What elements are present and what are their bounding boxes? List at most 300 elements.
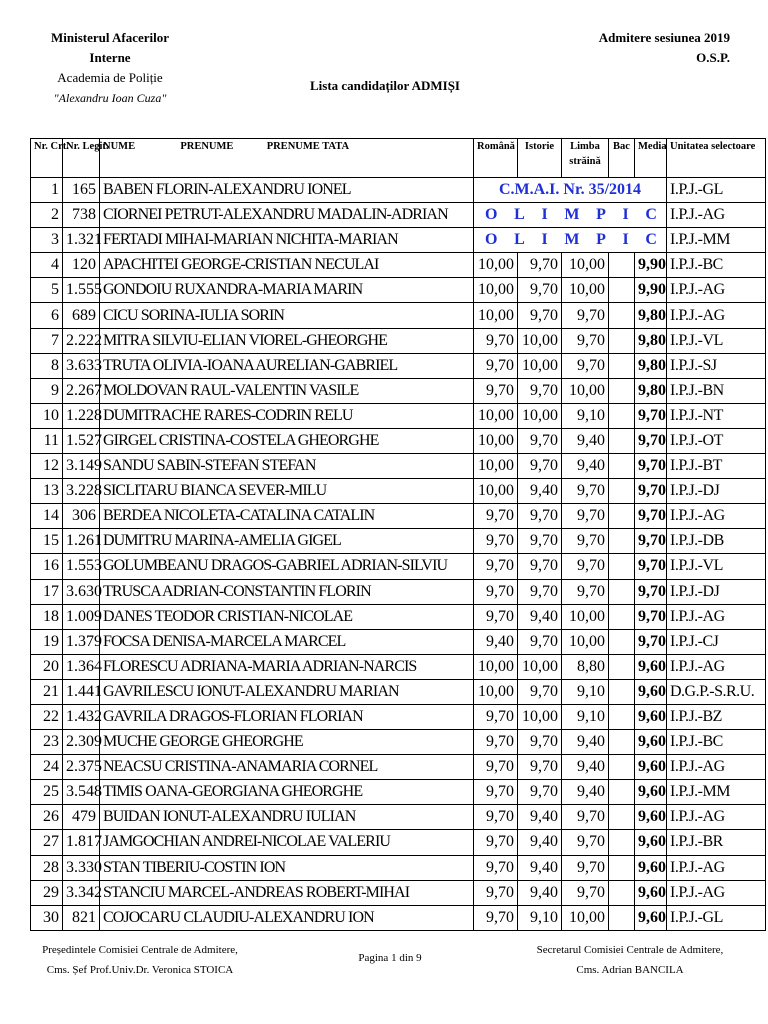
row-media: 9,70: [635, 428, 667, 453]
row-nr: 3: [31, 228, 63, 253]
row-istorie: 9,70: [518, 780, 562, 805]
row-romana: 9,70: [474, 604, 518, 629]
admitted-candidates-table: [30, 138, 766, 931]
row-unitate: I.P.J.-BR: [667, 830, 766, 855]
session-header: [599, 28, 730, 68]
olimpic-letter: I: [622, 206, 629, 224]
row-bac: [609, 830, 635, 855]
olimpic-letter: P: [596, 206, 606, 224]
row-romana: 9,70: [474, 855, 518, 880]
row-candidate-name: MOLDOVAN RAUL-VALENTIN VASILE: [100, 378, 474, 403]
row-nr: 5: [31, 278, 63, 303]
row-nr: 30: [31, 905, 63, 930]
session-type: O.S.P.: [696, 50, 730, 65]
row-nr: 4: [31, 253, 63, 278]
row-legit: 2.375: [63, 755, 100, 780]
row-candidate-name: FOCSA DENISA-MARCELA MARCEL: [100, 629, 474, 654]
page-number: Pagina 1 din 9: [358, 952, 422, 964]
row-limba: 9,70: [562, 353, 609, 378]
row-candidate-name: STANCIU MARCEL-ANDREAS ROBERT-MIHAI: [100, 880, 474, 905]
row-istorie: 9,40: [518, 604, 562, 629]
row-media: 9,60: [635, 805, 667, 830]
row-istorie: 10,00: [518, 403, 562, 428]
session-label: Admitere sesiunea 2019: [598, 30, 730, 45]
row-istorie: 9,40: [518, 830, 562, 855]
row-istorie: 9,70: [518, 554, 562, 579]
row-romana: 10,00: [474, 679, 518, 704]
table-row: [31, 679, 766, 704]
row-legit: 1.321: [63, 228, 100, 253]
row-nr: 16: [31, 554, 63, 579]
row-istorie: 9,70: [518, 755, 562, 780]
row-media: 9,70: [635, 579, 667, 604]
row-unitate: D.G.P.-S.R.U.: [667, 679, 766, 704]
table-row: [31, 654, 766, 679]
row-romana: 9,70: [474, 554, 518, 579]
row-nr: 1: [31, 178, 63, 203]
row-candidate-name: MITRA SILVIU-ELIAN VIOREL-GHEORGHE: [100, 328, 474, 353]
row-legit: 738: [63, 203, 100, 228]
row-legit: 1.009: [63, 604, 100, 629]
row-legit: 1.553: [63, 554, 100, 579]
row-nr: 24: [31, 755, 63, 780]
col-name: [100, 139, 474, 178]
row-unitate: I.P.J.-AG: [667, 855, 766, 880]
row-bac: [609, 730, 635, 755]
row-limba: 9,70: [562, 504, 609, 529]
row-media: 9,90: [635, 278, 667, 303]
row-istorie: 9,10: [518, 905, 562, 930]
row-unitate: I.P.J.-VL: [667, 554, 766, 579]
row-romana: 9,70: [474, 805, 518, 830]
olimpic-letter: I: [541, 231, 548, 249]
row-romana: 9,70: [474, 830, 518, 855]
row-limba: 10,00: [562, 905, 609, 930]
olimpic-letter: O: [485, 206, 498, 224]
row-nr: 11: [31, 428, 63, 453]
row-bac: [609, 780, 635, 805]
row-unitate: I.P.J.-AG: [667, 604, 766, 629]
row-romana: 9,70: [474, 504, 518, 529]
row-bac: [609, 479, 635, 504]
row-unitate: I.P.J.-AG: [667, 504, 766, 529]
row-romana: 9,70: [474, 353, 518, 378]
row-limba: 9,70: [562, 554, 609, 579]
table-header-row: [31, 139, 766, 178]
table-row: [31, 755, 766, 780]
row-bac: [609, 378, 635, 403]
col-nr-crt: Nr. Crt.: [31, 139, 63, 178]
president-signature: [30, 940, 250, 980]
table-body: [31, 178, 766, 931]
col-media: Media: [635, 139, 667, 178]
row-legit: 2.222: [63, 328, 100, 353]
row-limba: 9,70: [562, 880, 609, 905]
secretary-name: Cms. Adrian BANCILA: [576, 964, 684, 976]
table-row: [31, 805, 766, 830]
row-candidate-name: TRUTA OLIVIA-IOANA AURELIAN-GABRIEL: [100, 353, 474, 378]
col-istorie: Istorie: [518, 139, 562, 178]
row-unitate: I.P.J.-DB: [667, 529, 766, 554]
row-media: 9,80: [635, 353, 667, 378]
row-bac: [609, 755, 635, 780]
row-romana: 10,00: [474, 654, 518, 679]
row-legit: 2.267: [63, 378, 100, 403]
row-unitate: I.P.J.-BC: [667, 253, 766, 278]
table-row: [31, 554, 766, 579]
row-istorie: 9,70: [518, 454, 562, 479]
row-unitate: I.P.J.-AG: [667, 755, 766, 780]
row-limba: 9,70: [562, 328, 609, 353]
row-istorie: 9,70: [518, 253, 562, 278]
row-nr: 10: [31, 403, 63, 428]
row-romana: 10,00: [474, 479, 518, 504]
olimpic-letter: P: [596, 231, 606, 249]
row-legit: 1.364: [63, 654, 100, 679]
row-candidate-name: STAN TIBERIU-COSTIN ION: [100, 855, 474, 880]
col-romana: Română: [474, 139, 518, 178]
row-bac: [609, 880, 635, 905]
table-row: [31, 278, 766, 303]
col-prenume: PRENUME: [180, 141, 234, 152]
row-olimpic-marker: [474, 228, 667, 253]
row-legit: 1.228: [63, 403, 100, 428]
olimpic-letter: L: [514, 206, 525, 224]
table-row: [31, 504, 766, 529]
row-nr: 8: [31, 353, 63, 378]
row-bac: [609, 278, 635, 303]
row-istorie: 9,70: [518, 278, 562, 303]
row-candidate-name: BERDEA NICOLETA-CATALINA CATALIN: [100, 504, 474, 529]
row-nr: 20: [31, 654, 63, 679]
institution-header: [20, 28, 200, 108]
row-bac: [609, 353, 635, 378]
row-unitate: I.P.J.-AG: [667, 303, 766, 328]
row-candidate-name: FERTADI MIHAI-MARIAN NICHITA-MARIAN: [100, 228, 474, 253]
row-bac: [609, 805, 635, 830]
row-unitate: I.P.J.-GL: [667, 905, 766, 930]
row-limba: 9,10: [562, 403, 609, 428]
row-romana: 10,00: [474, 253, 518, 278]
row-nr: 14: [31, 504, 63, 529]
row-istorie: 9,70: [518, 428, 562, 453]
row-media: 9,60: [635, 679, 667, 704]
president-name: Cms. Șef Prof.Univ.Dr. Veronica STOICA: [46, 964, 234, 976]
row-limba: 9,70: [562, 529, 609, 554]
table-row: [31, 454, 766, 479]
secretary-role: Secretarul Comisiei Centrale de Admitere,: [536, 944, 724, 956]
row-limba: 9,40: [562, 454, 609, 479]
row-nr: 6: [31, 303, 63, 328]
table-row: [31, 604, 766, 629]
row-istorie: 10,00: [518, 654, 562, 679]
row-candidate-name: CICU SORINA-IULIA SORIN: [100, 303, 474, 328]
table-row: [31, 403, 766, 428]
row-candidate-name: GONDOIU RUXANDRA-MARIA MARIN: [100, 278, 474, 303]
row-media: 9,70: [635, 504, 667, 529]
table-row: [31, 579, 766, 604]
row-istorie: 9,70: [518, 679, 562, 704]
row-bac: [609, 529, 635, 554]
row-legit: 3.330: [63, 855, 100, 880]
row-limba: 9,70: [562, 805, 609, 830]
row-bac: [609, 855, 635, 880]
row-nr: 15: [31, 529, 63, 554]
row-unitate: I.P.J.-GL: [667, 178, 766, 203]
row-legit: 1.261: [63, 529, 100, 554]
row-nr: 26: [31, 805, 63, 830]
row-unitate: I.P.J.-DJ: [667, 479, 766, 504]
row-romana: 10,00: [474, 454, 518, 479]
row-limba: 9,40: [562, 755, 609, 780]
table-row: [31, 905, 766, 930]
col-bac: Bac: [609, 139, 635, 178]
row-candidate-name: COJOCARU CLAUDIU-ALEXANDRU ION: [100, 905, 474, 930]
row-istorie: 9,70: [518, 529, 562, 554]
row-media: 9,90: [635, 253, 667, 278]
row-media: 9,70: [635, 529, 667, 554]
row-nr: 29: [31, 880, 63, 905]
row-nr: 22: [31, 704, 63, 729]
row-unitate: I.P.J.-CJ: [667, 629, 766, 654]
row-limba: 10,00: [562, 253, 609, 278]
row-romana: 9,40: [474, 629, 518, 654]
row-romana: 9,70: [474, 579, 518, 604]
row-candidate-name: GAVRILA DRAGOS-FLORIAN FLORIAN: [100, 704, 474, 729]
row-limba: 9,70: [562, 855, 609, 880]
row-unitate: I.P.J.-MM: [667, 780, 766, 805]
row-unitate: I.P.J.-NT: [667, 403, 766, 428]
row-limba: 9,40: [562, 428, 609, 453]
row-istorie: 9,70: [518, 303, 562, 328]
olimpic-letter: O: [485, 231, 498, 249]
row-media: 9,70: [635, 479, 667, 504]
row-legit: 479: [63, 805, 100, 830]
row-legit: 3.228: [63, 479, 100, 504]
row-bac: [609, 679, 635, 704]
row-istorie: 9,70: [518, 629, 562, 654]
row-candidate-name: CIORNEI PETRUT-ALEXANDRU MADALIN-ADRIAN: [100, 203, 474, 228]
row-nr: 17: [31, 579, 63, 604]
row-media: 9,80: [635, 378, 667, 403]
col-nume: NUME: [103, 141, 136, 152]
olimpic-letter: C: [645, 231, 657, 249]
row-romana: 10,00: [474, 278, 518, 303]
row-nr: 27: [31, 830, 63, 855]
row-bac: [609, 403, 635, 428]
row-media: 9,60: [635, 654, 667, 679]
row-nr: 12: [31, 454, 63, 479]
row-limba: 9,70: [562, 579, 609, 604]
page-title: Lista candidaților ADMIȘI: [309, 78, 460, 93]
ministry-line-1: Ministerul Afacerilor: [50, 30, 170, 45]
row-romana: 10,00: [474, 303, 518, 328]
olimpic-letters: [477, 231, 663, 249]
row-legit: 1.527: [63, 428, 100, 453]
row-candidate-name: GOLUMBEANU DRAGOS-GABRIEL ADRIAN-SILVIU: [100, 554, 474, 579]
row-legit: 821: [63, 905, 100, 930]
row-candidate-name: GAVRILESCU IONUT-ALEXANDRU MARIAN: [100, 679, 474, 704]
ministry-line-2: Interne: [89, 50, 131, 65]
row-limba: 10,00: [562, 604, 609, 629]
row-candidate-name: JAMGOCHIAN ANDREI-NICOLAE VALERIU: [100, 830, 474, 855]
row-bac: [609, 328, 635, 353]
row-limba: 9,70: [562, 830, 609, 855]
academy-name: Academia de Poliție: [57, 70, 163, 85]
row-special-note: C.M.A.I. Nr. 35/2014: [474, 178, 667, 203]
row-legit: 2.309: [63, 730, 100, 755]
row-candidate-name: TIMIS OANA-GEORGIANA GHEORGHE: [100, 780, 474, 805]
olimpic-letter: M: [564, 231, 580, 249]
row-limba: 9,70: [562, 303, 609, 328]
row-istorie: 10,00: [518, 353, 562, 378]
row-nr: 28: [31, 855, 63, 880]
row-bac: [609, 504, 635, 529]
row-legit: 3.630: [63, 579, 100, 604]
row-legit: 1.379: [63, 629, 100, 654]
col-prenume-tata: PRENUME TATA: [266, 141, 350, 152]
row-candidate-name: DUMITRACHE RARES-CODRIN RELU: [100, 403, 474, 428]
row-istorie: 10,00: [518, 704, 562, 729]
table-row: [31, 855, 766, 880]
row-nr: 23: [31, 730, 63, 755]
row-istorie: 9,70: [518, 730, 562, 755]
row-istorie: 9,40: [518, 880, 562, 905]
row-istorie: 9,40: [518, 479, 562, 504]
row-legit: 3.149: [63, 454, 100, 479]
olimpic-letter: M: [564, 206, 580, 224]
table-row: [31, 479, 766, 504]
table-row: [31, 228, 766, 253]
table-row: [31, 830, 766, 855]
row-candidate-name: APACHITEI GEORGE-CRISTIAN NECULAI: [100, 253, 474, 278]
row-media: 9,60: [635, 830, 667, 855]
row-media: 9,60: [635, 855, 667, 880]
olimpic-letter: I: [622, 231, 629, 249]
row-romana: 9,70: [474, 755, 518, 780]
row-limba: 8,80: [562, 654, 609, 679]
row-limba: 10,00: [562, 278, 609, 303]
table-row: [31, 253, 766, 278]
row-limba: 9,10: [562, 704, 609, 729]
row-bac: [609, 579, 635, 604]
row-limba: 9,40: [562, 730, 609, 755]
row-limba: 9,70: [562, 479, 609, 504]
row-romana: 9,70: [474, 529, 518, 554]
row-candidate-name: TRUSCA ADRIAN-CONSTANTIN FLORIN: [100, 579, 474, 604]
row-legit: 689: [63, 303, 100, 328]
row-unitate: I.P.J.-AG: [667, 805, 766, 830]
table-row: [31, 328, 766, 353]
col-limba: Limba străină: [562, 139, 609, 178]
row-legit: 165: [63, 178, 100, 203]
row-unitate: I.P.J.-MM: [667, 228, 766, 253]
row-nr: 19: [31, 629, 63, 654]
row-legit: 1.432: [63, 704, 100, 729]
row-nr: 21: [31, 679, 63, 704]
row-legit: 1.441: [63, 679, 100, 704]
row-media: 9,70: [635, 403, 667, 428]
row-candidate-name: SICLITARU BIANCA SEVER-MILU: [100, 479, 474, 504]
row-bac: [609, 253, 635, 278]
president-role: Președintele Comisiei Centrale de Admitere,: [42, 944, 238, 956]
table-row: [31, 378, 766, 403]
row-candidate-name: DUMITRU MARINA-AMELIA GIGEL: [100, 529, 474, 554]
row-legit: 3.342: [63, 880, 100, 905]
row-istorie: 9,40: [518, 855, 562, 880]
row-unitate: I.P.J.-SJ: [667, 353, 766, 378]
row-olimpic-marker: [474, 203, 667, 228]
table-row: [31, 629, 766, 654]
row-romana: 10,00: [474, 428, 518, 453]
row-limba: 9,10: [562, 679, 609, 704]
row-legit: 306: [63, 504, 100, 529]
row-nr: 2: [31, 203, 63, 228]
row-unitate: I.P.J.-AG: [667, 654, 766, 679]
row-unitate: I.P.J.-BT: [667, 454, 766, 479]
row-legit: 1.817: [63, 830, 100, 855]
olimpic-letter: I: [541, 206, 548, 224]
row-candidate-name: SANDU SABIN-STEFAN STEFAN: [100, 454, 474, 479]
row-nr: 9: [31, 378, 63, 403]
row-unitate: I.P.J.-AG: [667, 203, 766, 228]
row-legit: 1.555: [63, 278, 100, 303]
row-romana: 9,70: [474, 880, 518, 905]
row-istorie: 9,70: [518, 579, 562, 604]
row-istorie: 10,00: [518, 328, 562, 353]
row-media: 9,60: [635, 755, 667, 780]
row-media: 9,60: [635, 905, 667, 930]
row-candidate-name: MUCHE GEORGE GHEORGHE: [100, 730, 474, 755]
row-romana: 9,70: [474, 730, 518, 755]
row-unitate: I.P.J.-AG: [667, 278, 766, 303]
row-bac: [609, 303, 635, 328]
row-candidate-name: DANES TEODOR CRISTIAN-NICOLAE: [100, 604, 474, 629]
row-romana: 10,00: [474, 403, 518, 428]
row-bac: [609, 905, 635, 930]
row-bac: [609, 554, 635, 579]
row-unitate: I.P.J.-AG: [667, 880, 766, 905]
row-nr: 13: [31, 479, 63, 504]
row-bac: [609, 704, 635, 729]
table-row: [31, 203, 766, 228]
row-media: 9,60: [635, 704, 667, 729]
olimpic-letters: [477, 206, 663, 224]
table-row: [31, 428, 766, 453]
row-istorie: 9,70: [518, 378, 562, 403]
row-media: 9,70: [635, 629, 667, 654]
col-unitate: Unitatea selectoare: [667, 139, 766, 178]
row-romana: 9,70: [474, 328, 518, 353]
table-row: [31, 704, 766, 729]
row-media: 9,80: [635, 328, 667, 353]
row-limba: 10,00: [562, 378, 609, 403]
row-media: 9,80: [635, 303, 667, 328]
table-row: [31, 303, 766, 328]
table-row: [31, 529, 766, 554]
row-nr: 7: [31, 328, 63, 353]
row-legit: 3.633: [63, 353, 100, 378]
row-bac: [609, 654, 635, 679]
row-nr: 25: [31, 780, 63, 805]
row-bac: [609, 629, 635, 654]
col-nr-legit: Nr. Legit.: [63, 139, 100, 178]
row-romana: 9,70: [474, 905, 518, 930]
row-media: 9,70: [635, 554, 667, 579]
table-row: [31, 178, 766, 203]
row-media: 9,60: [635, 880, 667, 905]
olimpic-letter: C: [645, 206, 657, 224]
